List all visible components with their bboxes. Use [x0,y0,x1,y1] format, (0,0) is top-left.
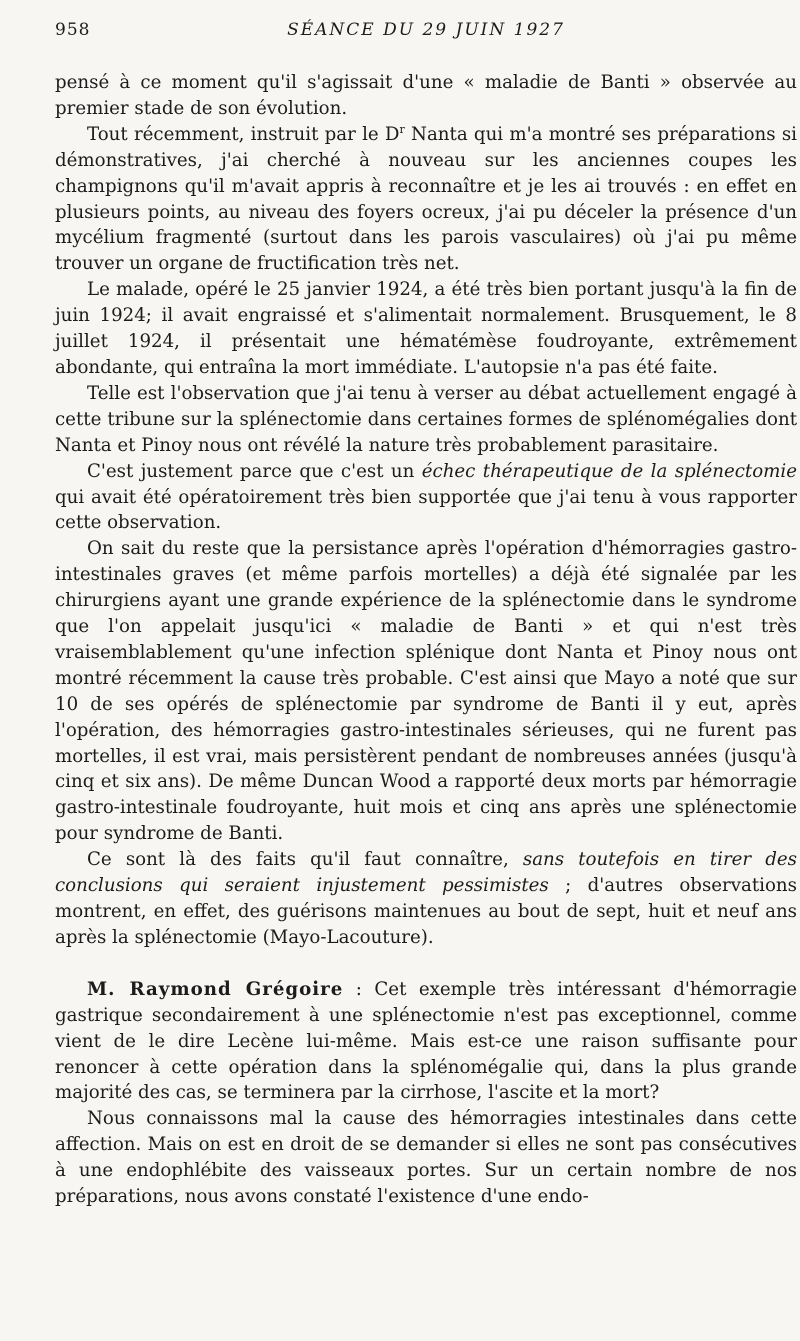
paragraph-1: pensé à ce moment qu'il s'agissait d'une « maladie de Banti » observée au premier stade de son évolution. [55,72,797,119]
document-page [55,18,797,1210]
speaker-name: M. Raymond Grégoire [87,978,344,1000]
paragraph-8-intervention: M. Raymond Grégoire : Cet exemple très intéressant d'hémorragie gastrique secondairement à une splénectomie n'est pas exceptionnel, comme vient de le dire Lecène lui-même. Mais est-ce une raison suffisante pour renoncer à cette opération dans la splénomégalie qui, dans la plus grande majorité des cas, se terminera par la cirrhose, l'ascite et la mort? [55,978,797,1104]
paragraph-5: C'est justement parce que c'est un échec thérapeutique de la splénectomie qui avait été opératoirement très bien supportée que j'ai tenu à vous rapporter cette observation. [55,460,797,534]
paragraph-7: Ce sont là des faits qu'il faut connaître, sans toutefois en tirer des conclusions qui seraient injustement pessimistes ; d'autres observations montrent, en effet, des guérisons maintenues au bout de sept, huit et neuf ans après la splénectomie (Mayo-Lacouture). [55,849,797,948]
page-header [55,18,797,48]
paragraph-4: Telle est l'observation que j'ai tenu à verser au débat actuellement engagé à cette tribune sur la splénectomie dans certaines formes de splénomégalies dont Nanta et Pinoy nous ont révélé la nature très probablement parasitaire. [55,382,797,456]
italic-phrase: sans toutefois en tirer des conclusions qui seraient injustement pessimistes [55,849,797,897]
document-body [55,70,797,1210]
paragraph-9: Nous connaissons mal la cause des hémorragies intestinales dans cette affection. Mais on est en droit de se demander si elles ne sont pas consécutives à une endophlébite des vaisseaux portes. Sur un certain nombre de nos préparations, nous avons constaté l'existence d'une endo- [55,1108,797,1208]
running-title: SÉANCE DU 29 JUIN 1927 [287,20,565,40]
paragraph-3: Le malade, opéré le 25 janvier 1924, a été très bien portant jusqu'à la fin de juin 1924; il avait engraissé et s'alimentait normalement. Brusquement, le 8 juillet 1924, il présentait une hématémèse foudroyante, extrêmement abondante, qui entraîna la mort immédiate. L'autopsie n'a pas été faite. [55,279,797,378]
superscript: r [399,122,405,136]
paragraph-2: Tout récemment, instruit par le $D^r$ Nanta qui m'a montré ses préparations si démonstratives, j'ai cherché à nouveau sur les anciennes coupes les champignons qu'il m'avait appris à reconnaître et je les ai trouvés : en effet en plusieurs points, au niveau des foyers ocreux, j'ai pu déceler la présence d'un mycélium fragmenté (surtout dans les parois vasculaires) où j'ai pu même trouver un organe de fructification très net. [55,122,797,275]
paragraph-6: On sait du reste que la persistance après l'opération d'hémorragies gastro-intestinales graves (et même parfois mortelles) a déjà été signalée par les chirurgiens ayant une grande expérience de la splénectomie dans le syndrome que l'on appelait jusqu'ici « maladie de Banti » et qui n'est très vraisemblablement qu'une infection splénique dont Nanta et Pinoy nous ont montré récemment la cause très probable. C'est ainsi que Mayo a noté que sur 10 de ses opérés de splénectomie par syndrome de Banti il y eut, après l'opération, des hémorragies gastro-intestinales sérieuses, qui ne furent pas mortelles, il est vrai, mais persistèrent pendant de nombreuses années (jusqu'à cinq et six ans). De même Duncan Wood a rapporté deux morts par hémorragie gastro-intestinale foudroyante, huit mois et cinq ans après une splénectomie pour syndrome de Banti. [55,538,797,845]
italic-phrase: échec thérapeutique de la splénectomie [421,460,797,482]
page-number: 958 [55,20,91,40]
